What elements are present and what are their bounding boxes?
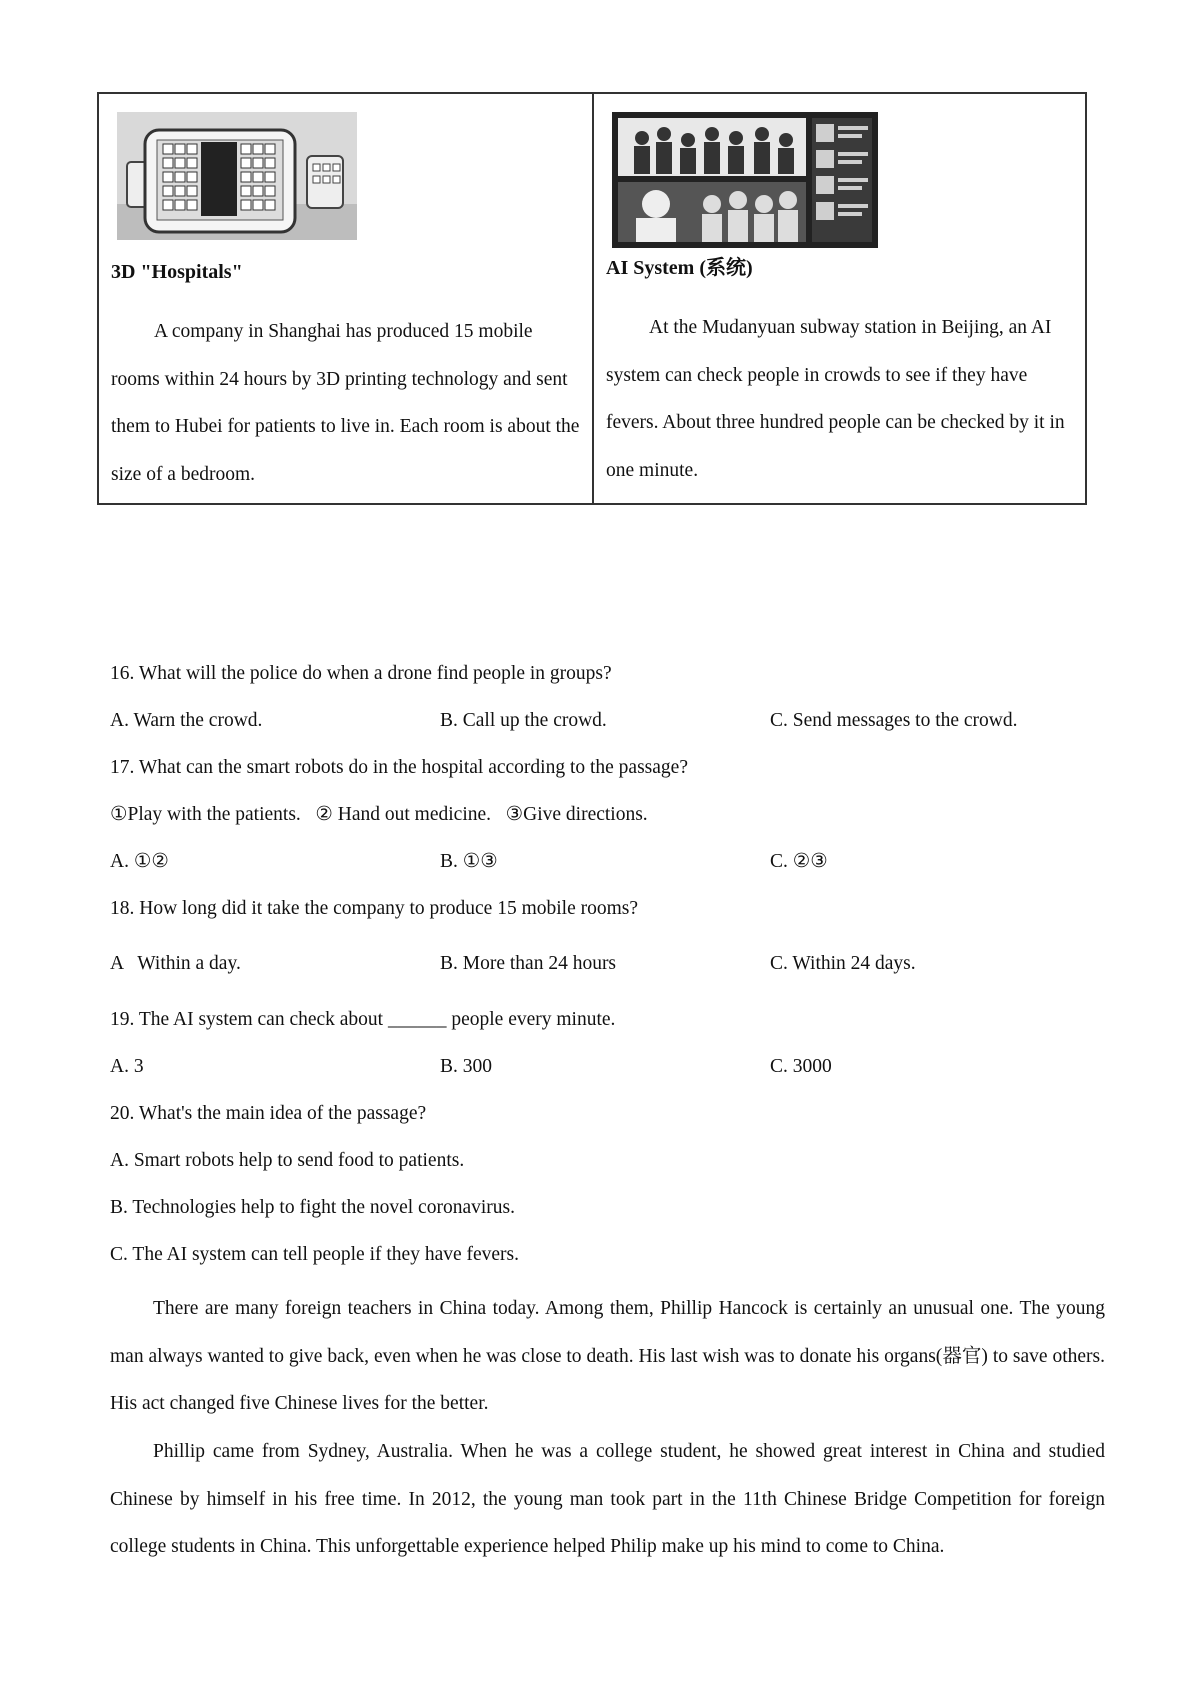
option-a: A. Warn the crowd. xyxy=(110,710,263,731)
option-c: C. Send messages to the crowd. xyxy=(770,710,1018,731)
question-17-items: ①Play with the patients. ② Hand out medicine. ③Give directions. xyxy=(110,804,648,825)
cell-title-ai-system: AI System (系统) xyxy=(606,257,753,279)
question-18-options xyxy=(110,932,1110,996)
option-c: C. Within 24 days. xyxy=(770,953,916,974)
option-c: C. 3000 xyxy=(770,1056,832,1077)
option-b: B. 300 xyxy=(440,1056,493,1077)
question-18-stem: 18. How long did it take the company to produce 15 mobile rooms? xyxy=(110,898,639,919)
question-17-stem: 17. What can the smart robots do in the hospital according to the passage? xyxy=(110,757,688,778)
question-20-stem: 20. What's the main idea of the passage? xyxy=(110,1103,427,1124)
option-b: B. More than 24 hours xyxy=(440,953,617,974)
ai-system-photo xyxy=(612,112,878,248)
passage-paragraph-1: There are many foreign teachers in China today. Among them, Phillip Hancock is certainly an unusual one. The young man always wanted to give back, even when he was close to death. His last wish was to donate his organs(器官) to save others. His act changed five Chinese lives for the better. xyxy=(110,1298,1105,1414)
question-16-stem: 16. What will the police do when a drone find people in groups? xyxy=(110,663,612,684)
option-b: B. ①③ xyxy=(440,851,498,872)
info-table xyxy=(97,92,1087,505)
option-a: A Within a day. xyxy=(110,953,241,974)
cell-text-ai-system: At the Mudanyuan subway station in Beijing, an AI system can check people in crowds to see if they have fevers. About three hundred people can be checked by it in one minute. xyxy=(606,317,1065,481)
option-c: C. The AI system can tell people if they have fevers. xyxy=(110,1244,520,1265)
info-cell-3d-hospitals xyxy=(99,94,592,503)
cell-text-3d-hospitals: A company in Shanghai has produced 15 mobile rooms within 24 hours by 3D printing technology and sent them to Hubei for patients to live in. Each room is about the size of a bedroom. xyxy=(111,321,580,485)
option-a: A. 3 xyxy=(110,1056,144,1077)
question-19-options xyxy=(110,1043,1110,1090)
option-c: C. ②③ xyxy=(770,851,828,872)
option-a: A. Smart robots help to send food to patients. xyxy=(110,1150,465,1171)
cell-title-3d-hospitals: 3D "Hospitals" xyxy=(111,261,243,283)
option-a: A. ①② xyxy=(110,851,169,872)
info-cell-ai-system xyxy=(592,94,1085,503)
option-b: B. Call up the crowd. xyxy=(440,710,607,731)
passage-paragraph-2: Phillip came from Sydney, Australia. When he was a college student, he showed great interest in China and studied Chinese by himself in his free time. In 2012, the young man took part in the 11th Chinese Bridge Competition for foreign college students in China. This unforgettable experience helped Philip make up his mind to come to China. xyxy=(110,1441,1105,1557)
question-17-options xyxy=(110,838,1110,885)
option-b: B. Technologies help to fight the novel coronavirus. xyxy=(110,1197,515,1218)
questions-section xyxy=(110,650,1110,1278)
mobile-rooms-photo xyxy=(117,112,357,240)
question-19-stem: 19. The AI system can check about ______ people every minute. xyxy=(110,1009,616,1030)
question-16-options xyxy=(110,697,1110,744)
